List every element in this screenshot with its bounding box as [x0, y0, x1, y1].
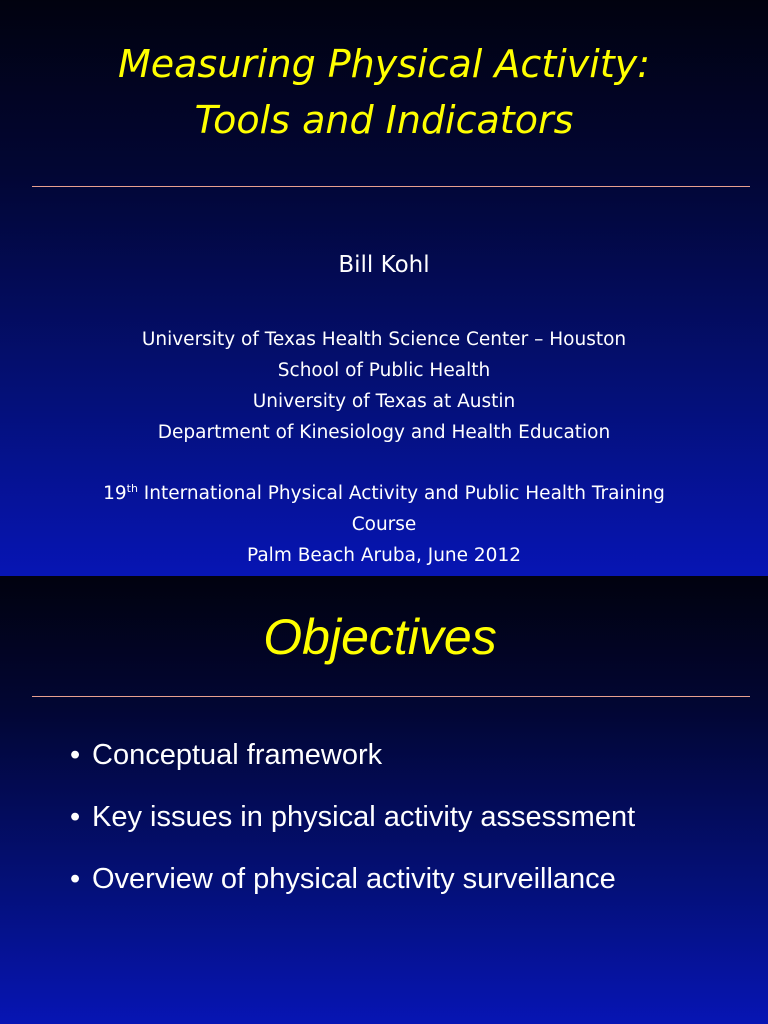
affiliation-line: Department of Kinesiology and Health Education [157, 422, 611, 443]
course-name-line [40, 478, 728, 509]
objectives-list [70, 724, 635, 910]
slide-title-line-1: Measuring Physical Activity: [117, 42, 651, 86]
affiliations [0, 324, 768, 448]
list-item-text: Overview of physical activity surveillance [92, 863, 616, 895]
course-number: 19 [103, 483, 127, 504]
objectives-slide [0, 576, 768, 1024]
bullet-icon: • [70, 739, 81, 771]
list-item [70, 724, 635, 786]
list-item-text: Key issues in physical activity assessment [92, 801, 636, 833]
bullet-icon: • [70, 863, 81, 895]
course-info [40, 478, 728, 571]
slide-title [0, 36, 768, 148]
course-name-continued: Course [351, 514, 417, 535]
affiliation-line: School of Public Health [277, 360, 491, 381]
affiliation-line: University of Texas at Austin [252, 391, 516, 412]
bullet-icon: • [70, 801, 81, 833]
slide-title-line-2: Tools and Indicators [194, 98, 574, 142]
affiliation-line: University of Texas Health Science Center – Houston [141, 329, 627, 350]
author-name: Bill Kohl [338, 252, 430, 278]
course-name: International Physical Activity and Public Health Training [137, 483, 665, 504]
objectives-title: Objectives [263, 609, 497, 665]
title-divider [32, 186, 750, 187]
list-item-text: Conceptual framework [92, 739, 383, 771]
list-item [70, 848, 635, 910]
objectives-divider [32, 696, 750, 697]
course-number-suffix: th [126, 482, 138, 495]
course-location: Palm Beach Aruba, June 2012 [247, 545, 521, 566]
list-item [70, 786, 635, 848]
